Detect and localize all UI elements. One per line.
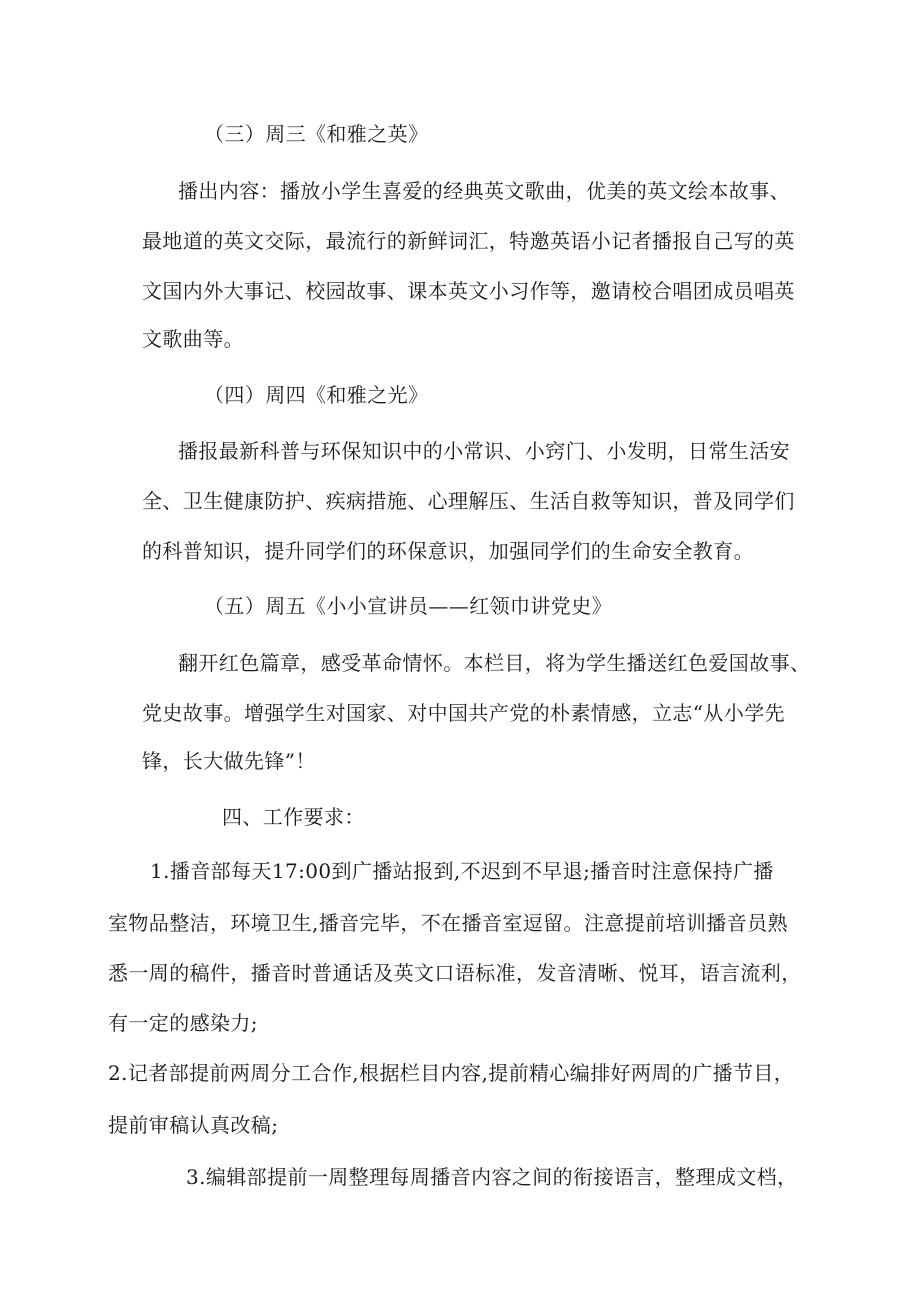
requirement-item-1-line: 1.播音部每天17:00到广播站报到,不迟到不早退;播音时注意保持广播 (150, 859, 774, 883)
paragraph-line: 文国内外大事记、校园故事、课本英文小习作等，邀请校合唱团成员唱英 (142, 279, 795, 303)
requirement-item-2-line: 提前审稿认真改稿; (108, 1113, 279, 1137)
paragraph-line: 锋，长大做先锋”！ (142, 749, 316, 773)
paragraph-line: 党史故事。增强学生对国家、对中国共产党的朴素情感，立志“从小学先 (142, 701, 786, 725)
paragraph-line: 播报最新科普与环保知识中的小常识、小窍门、小发明，日常生活安 (178, 439, 790, 463)
paragraph-line: 文歌曲等。 (142, 327, 244, 351)
requirement-item-1-line: 室物品整洁，环境卫生,播音完毕，不在播音室逗留。注意提前培训播音员熟 (108, 911, 788, 935)
section-heading-4: （四）周四《和雅之光》 (204, 383, 429, 407)
section-heading-5: （五）周五《小小宣讲员——红领巾讲党史》 (204, 594, 612, 618)
requirement-item-3-line: 3.编辑部提前一周整理每周播音内容之间的衔接语言，整理成文档， (186, 1165, 798, 1189)
section-heading-3: （三）周三《和雅之英》 (204, 122, 429, 146)
paragraph-line: 的科普知识，提升同学们的环保意识，加强同学们的生命安全教育。 (142, 539, 754, 563)
requirements-heading: 四、工作要求： (222, 805, 365, 829)
requirement-item-1-line: 悉一周的稿件，播音时普通话及英文口语标准，发音清晰、悦耳，语言流利， (108, 961, 802, 985)
paragraph-line: 播出内容：播放小学生喜爱的经典英文歌曲，优美的英文绘本故事、 (178, 179, 790, 203)
paragraph-line: 翻开红色篇章，感受革命情怀。本栏目，将为学生播送红色爱国故事、 (178, 651, 811, 675)
requirement-item-1-line: 有一定的感染力; (108, 1011, 258, 1035)
requirement-item-2-line: 2.记者部提前两周分工合作,根据栏目内容,提前精心编排好两周的广播节目， (108, 1061, 795, 1085)
paragraph-line: 最地道的英文交际，最流行的新鲜词汇，特邀英语小记者播报自己写的英 (142, 229, 795, 253)
paragraph-line: 全、卫生健康防护、疾病措施、心理解压、生活自救等知识，普及同学们 (142, 489, 795, 513)
